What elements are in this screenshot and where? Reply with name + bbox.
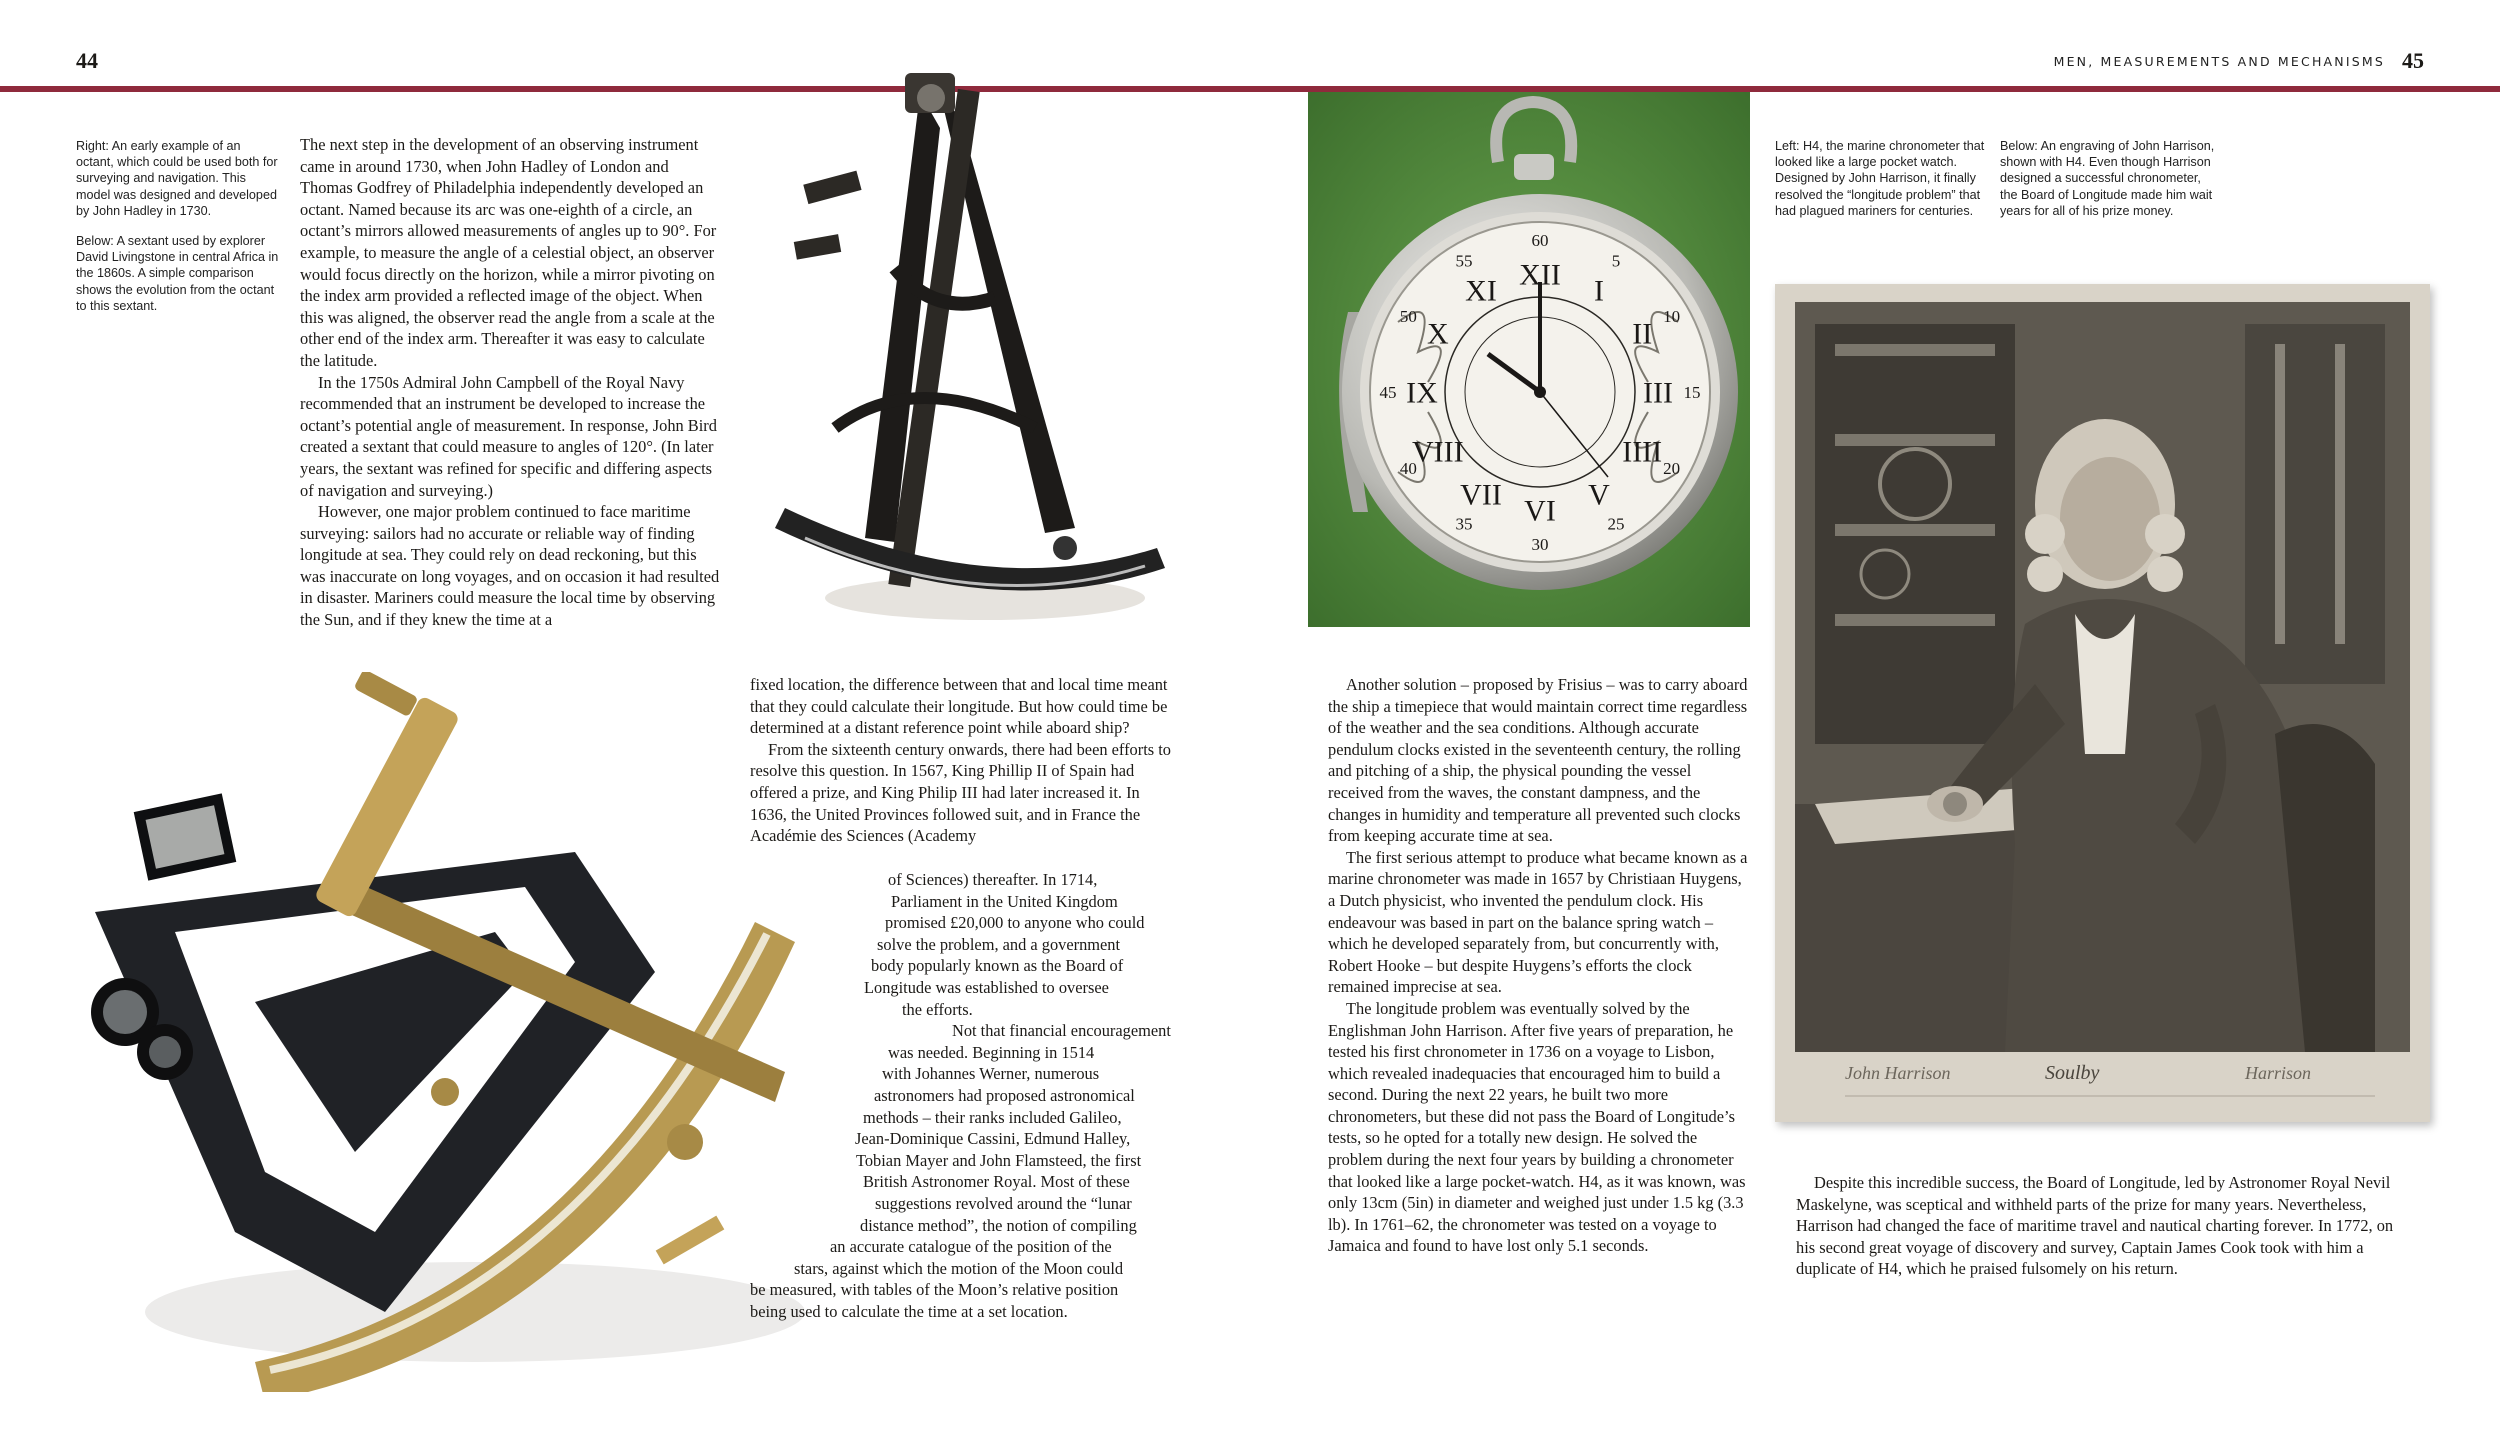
dial-hour-numeral: XII bbox=[1519, 258, 1561, 292]
column-b-paragraph: fixed location, the difference between that and local time meant that they could calculate their longitude. But how could time be determined at a distant reference point while aboard ship? bbox=[750, 675, 1168, 738]
column-b-line: body popularly known as the Board of bbox=[871, 956, 1124, 976]
column-b-line: the efforts. bbox=[902, 999, 973, 1019]
harrison-portrait-illustration bbox=[1775, 284, 2430, 1122]
column-b-line: suggestions revolved around the “lunar bbox=[875, 1193, 1132, 1213]
sextant-illustration bbox=[55, 672, 855, 1392]
column-b-line: solve the problem, and a government bbox=[877, 934, 1121, 954]
h4-watch-illustration bbox=[1308, 92, 1750, 627]
column-b-line: distance method”, the notion of compiling bbox=[860, 1215, 1137, 1235]
column-c-paragraph: The longitude problem was eventually solved by the Englishman John Harrison. After five years of preparation, he tested his first chronometer in 1736 on a voyage to Lisbon, which revealed inadequacies that encouraged him to build a second. During the next 22 years, he built two more chronometers, but these did not pass the Board of Longitude’s tests, so he opted for a totally new design. He solved the problem during the next four years by building a chronometer that looked like a large pocket-watch. H4, as it was known, was only 13cm (5in) in diameter and weighed just under 1.5 kg (3.3 lb). In 1761–62, the chronometer was tested on a voyage to Jamaica and found to have lost only 5.1 seconds. bbox=[1328, 998, 1746, 1256]
column-b-line: being used to calculate the time at a set location. bbox=[750, 1301, 1068, 1321]
dial-hour-numeral: IIII bbox=[1622, 435, 1663, 469]
column-b-line: astronomers had proposed astronomical bbox=[874, 1085, 1135, 1105]
dial-hour-numeral: IX bbox=[1406, 376, 1438, 410]
column-a-paragraph: However, one major problem continued to face maritime surveying: sailors had no accurate or reliable way of finding longitude at sea. They could rely on dead reckoning, but this was inaccurate on long voyages, and on occasion it had resulted in disaster. Mariners could measure the local time by observing the Sun, and if they knew the time at a bbox=[300, 502, 720, 630]
caption-h4: Left: H4, the marine chronometer that looked like a large pocket watch. Designed by John Harrison, it finally resolved the “longitude problem” that had plagued mariners for centuries. bbox=[1775, 139, 1985, 218]
column-d-paragraph: Despite this incredible success, the Board of Longitude, led by Astronomer Royal Nevil Maskelyne, was sceptical and withheld parts of the prize for many years. Nevertheless, Harrison had changed the face of maritime travel and nautical charting forever. In 1772, on his second great voyage of discovery and survey, Captain James Cook took with him a duplicate of H4, which he praised fulsomely on his return. bbox=[1796, 1173, 2394, 1279]
octant-illustration bbox=[745, 68, 1165, 638]
column-b bbox=[750, 674, 1180, 847]
column-a bbox=[300, 134, 725, 631]
dial-minute-numeral: 30 bbox=[1531, 534, 1549, 554]
column-c-paragraph: Another solution – proposed by Frisius – was to carry aboard the ship a timepiece that would maintain correct time regardless of the weather and the sea conditions. Although accurate pendulum clocks existed in the seventeenth century, the rolling and pitching of a ship, the physical pounding the vessel received from the waves, the constant dampness, and the changes in humidity and temperature all prevented such clocks from keeping accurate time at sea. bbox=[1328, 675, 1748, 846]
column-a-paragraph: The next step in the development of an observing instrument came in around 1730, when John Hadley of London and Thomas Godfrey of Philadelphia independently developed an octant. Named because its arc was one-eighth of a circle, an octant’s mirrors allowed measurements of angles up to 90°. For example, to measure the angle of a celestial object, an observer would focus directly on the horizon, while a mirror pivoting on the index arm provided a reflected image of the object. When this was aligned, the observer read the angle from a scale at the other end of the index arm. Thereafter it was easy to calculate the latitude. bbox=[300, 135, 717, 370]
column-d bbox=[1796, 1172, 2396, 1280]
dial-hour-numeral: II bbox=[1632, 317, 1653, 351]
dial-hour-numeral: X bbox=[1426, 317, 1449, 351]
inscription-right: Harrison bbox=[2245, 1063, 2312, 1083]
dial-hour-numeral: I bbox=[1594, 274, 1604, 308]
column-b-paragraph: From the sixteenth century onwards, there had been efforts to resolve this question. In 1567, King Phillip II of Spain had offered a prize, and King Philip III had later increased it. In 1636, the United Provinces followed suit, and in France the Académie des Sciences (Academy bbox=[750, 739, 1171, 846]
dial-hour-numeral: VI bbox=[1524, 494, 1556, 528]
caption-sextant: Below: A sextant used by explorer David Livingstone in central Africa in the 1860s. A simple comparison shows the evolution from the octant to this sextant. bbox=[76, 234, 279, 313]
left-page-number: 44 bbox=[76, 48, 98, 73]
dial-hour-numeral: V bbox=[1588, 478, 1610, 512]
h4-watch-photo bbox=[1308, 92, 1750, 627]
dial-minute-numeral: 20 bbox=[1663, 458, 1681, 478]
column-b-line: British Astronomer Royal. Most of these bbox=[863, 1172, 1130, 1192]
dial-minute-numeral: 45 bbox=[1379, 382, 1397, 402]
dial-minute-numeral: 55 bbox=[1455, 251, 1473, 271]
dial-minute-numeral: 5 bbox=[1611, 251, 1621, 271]
running-head: MEN, MEASUREMENTS AND MECHANISMS bbox=[2053, 54, 2385, 69]
dial-minute-numeral: 50 bbox=[1399, 306, 1417, 326]
column-b-line: be measured, with tables of the Moon’s relative position bbox=[750, 1280, 1119, 1300]
dial-minute-numeral: 35 bbox=[1455, 514, 1473, 534]
column-c bbox=[1328, 674, 1748, 1257]
octant-photo bbox=[745, 68, 1165, 638]
column-b-line: promised £20,000 to anyone who could bbox=[885, 913, 1145, 933]
column-b-line: of Sciences) thereafter. In 1714, bbox=[888, 870, 1098, 889]
column-b-line: was needed. Beginning in 1514 bbox=[888, 1042, 1095, 1062]
dial-minute-numeral: 15 bbox=[1683, 382, 1701, 402]
caption-engraving: Below: An engraving of John Harrison, shown with H4. Even though Harrison designed a successful chronometer, the Board of Longitude made him wait years for all of his prize money. bbox=[2000, 139, 2215, 218]
column-b-wrapped bbox=[750, 869, 1180, 1322]
column-b-line: an accurate catalogue of the position of the bbox=[830, 1237, 1112, 1257]
column-a-paragraph: In the 1750s Admiral John Campbell of the Royal Navy recommended that an instrument be developed to increase the octant’s potential angle of measurement. In response, John Bird created a sextant that could measure to angles of 120°. (In later years, the sextant was refined for specific and differing aspects of navigation and surveying.) bbox=[300, 372, 717, 500]
column-b-line: Tobian Mayer and John Flamsteed, the first bbox=[856, 1150, 1142, 1170]
column-b-line: with Johannes Werner, numerous bbox=[882, 1064, 1100, 1084]
sextant-photo bbox=[55, 672, 855, 1392]
dial-minute-numeral: 40 bbox=[1399, 459, 1417, 478]
dial-hour-numeral: III bbox=[1643, 376, 1673, 410]
column-b-line: stars, against which the motion of the Moon could bbox=[794, 1258, 1124, 1278]
column-b-line: methods – their ranks included Galileo, bbox=[863, 1107, 1122, 1127]
dial-minute-numeral: 25 bbox=[1607, 514, 1625, 534]
dial-minute-numeral: 10 bbox=[1663, 306, 1681, 326]
right-page-number: 45 bbox=[2402, 48, 2424, 73]
caption-octant: Right: An early example of an octant, which could be used both for surveying and navigation. This model was designed and developed by John Hadley in 1730. bbox=[76, 139, 278, 218]
dial-hour-numeral: XI bbox=[1465, 274, 1497, 308]
column-b-line: Jean-Dominique Cassini, Edmund Halley, bbox=[855, 1129, 1131, 1149]
inscription-left: John Harrison bbox=[1845, 1063, 1951, 1083]
dial-hour-numeral: VIII bbox=[1411, 435, 1464, 469]
column-b-line: Not that financial encouragement bbox=[952, 1021, 1171, 1041]
harrison-engraving bbox=[1775, 284, 2430, 1122]
column-b-line: Longitude was established to oversee bbox=[864, 977, 1109, 997]
column-b-line: Parliament in the United Kingdom bbox=[891, 891, 1118, 911]
dial-hour-numeral: VII bbox=[1460, 478, 1502, 512]
left-captions bbox=[76, 138, 281, 328]
dial-minute-numeral: 60 bbox=[1531, 230, 1549, 250]
column-c-paragraph: The first serious attempt to produce what became known as a marine chronometer was made in 1657 by Christiaan Huygens, a Dutch physicist, who invented the pendulum clock. His endeavour was based in part on the balance spring watch – which he developed separately from, but concurrently with, Robert Hooke – but despite Huygens’s efforts the clock remained imprecise at sea. bbox=[1328, 847, 1748, 997]
inscription-center: Soulby bbox=[2045, 1062, 2100, 1084]
